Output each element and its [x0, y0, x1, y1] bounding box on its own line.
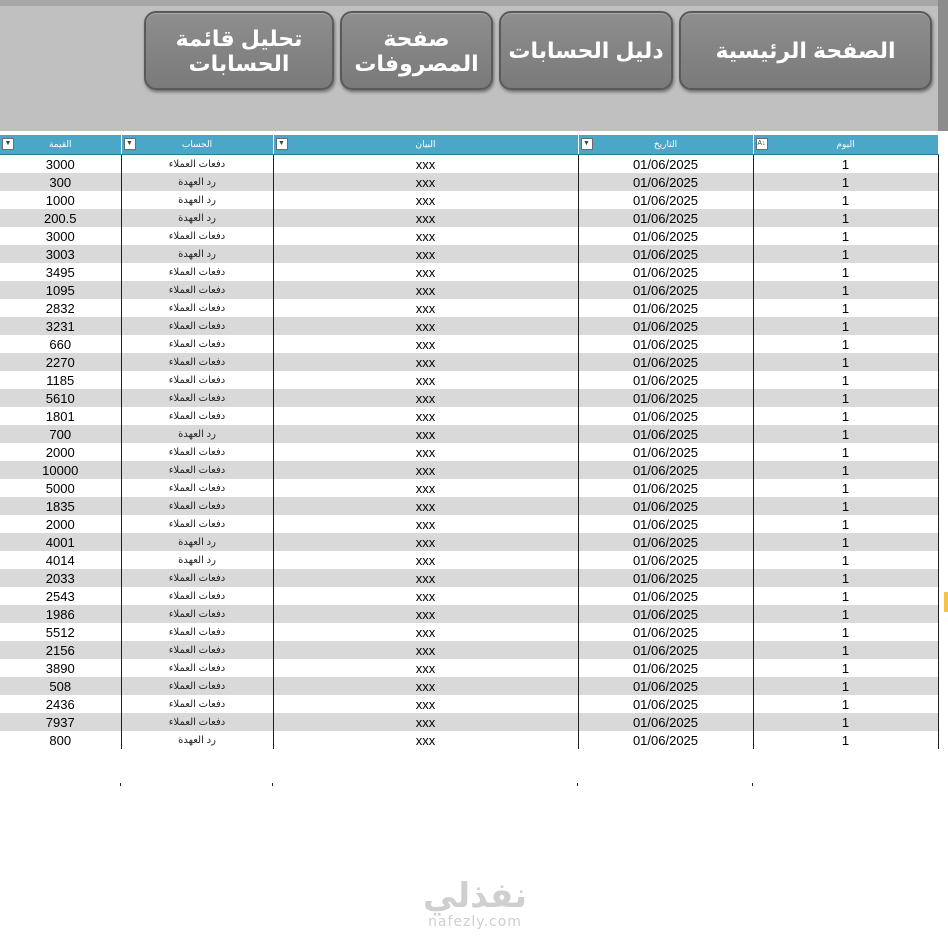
filter-dropdown-icon[interactable]: ▼ — [124, 138, 136, 150]
cell-statement[interactable]: xxx — [273, 389, 578, 407]
home-button-label: الصفحة الرئيسية — [715, 38, 896, 63]
table-header-row — [0, 135, 938, 155]
cell-value[interactable]: 4001 — [0, 533, 121, 551]
cell-statement[interactable]: xxx — [273, 713, 578, 731]
cell-statement[interactable]: xxx — [273, 317, 578, 335]
cell-value[interactable]: 1986 — [0, 605, 121, 623]
cell-day[interactable]: 1 — [753, 443, 938, 461]
table-overflow-edge — [0, 783, 938, 786]
cell-account[interactable]: دفعات العملاء — [121, 281, 273, 299]
header-account-label: الحساب — [181, 139, 213, 149]
cell-date[interactable]: 01/06/2025 — [578, 713, 753, 731]
cell-day[interactable]: 1 — [753, 641, 938, 659]
cell-date[interactable]: 01/06/2025 — [578, 551, 753, 569]
cell-value[interactable]: 2543 — [0, 587, 121, 605]
cell-statement[interactable]: xxx — [273, 731, 578, 749]
cell-statement[interactable]: xxx — [273, 209, 578, 227]
cell-statement[interactable]: xxx — [273, 443, 578, 461]
cell-date[interactable]: 01/06/2025 — [578, 641, 753, 659]
cell-statement[interactable]: xxx — [273, 335, 578, 353]
cell-value[interactable]: 4014 — [0, 551, 121, 569]
table-row[interactable] — [0, 533, 938, 551]
header-value — [0, 135, 121, 155]
cell-day[interactable]: 1 — [753, 551, 938, 569]
cell-date[interactable]: 01/06/2025 — [578, 695, 753, 713]
cell-date[interactable]: 01/06/2025 — [578, 155, 753, 174]
header-date — [578, 135, 753, 155]
table-row[interactable] — [0, 443, 938, 461]
cell-value[interactable]: 3495 — [0, 263, 121, 281]
cell-statement[interactable]: xxx — [273, 263, 578, 281]
cell-date[interactable]: 01/06/2025 — [578, 281, 753, 299]
cell-value[interactable]: 660 — [0, 335, 121, 353]
cell-day[interactable]: 1 — [753, 209, 938, 227]
table-row[interactable] — [0, 209, 938, 227]
cell-date[interactable]: 01/06/2025 — [578, 173, 753, 191]
cell-value[interactable]: 2156 — [0, 641, 121, 659]
table-row[interactable] — [0, 713, 938, 731]
cell-day[interactable]: 1 — [753, 497, 938, 515]
header-date-label: التاريخ — [653, 139, 678, 149]
cell-date[interactable]: 01/06/2025 — [578, 623, 753, 641]
cell-date[interactable]: 01/06/2025 — [578, 659, 753, 677]
table-row[interactable] — [0, 677, 938, 695]
cell-account[interactable]: دفعات العملاء — [121, 371, 273, 389]
accounts-guide-button-label: دليل الحسابات — [508, 38, 664, 63]
cell-day[interactable]: 1 — [753, 155, 938, 174]
cell-account[interactable]: رد العهدة — [121, 191, 273, 209]
watermark-latin: nafezly.com — [428, 914, 522, 930]
cell-value[interactable]: 2033 — [0, 569, 121, 587]
cell-day[interactable]: 1 — [753, 623, 938, 641]
cell-account[interactable]: دفعات العملاء — [121, 443, 273, 461]
transactions-table — [0, 135, 939, 749]
cell-day[interactable]: 1 — [753, 461, 938, 479]
cell-account[interactable]: رد العهدة — [121, 173, 273, 191]
cell-statement[interactable]: xxx — [273, 641, 578, 659]
cell-value[interactable]: 1835 — [0, 497, 121, 515]
cell-day[interactable]: 1 — [753, 335, 938, 353]
cell-statement[interactable]: xxx — [273, 407, 578, 425]
table-row[interactable] — [0, 623, 938, 641]
cell-date[interactable]: 01/06/2025 — [578, 389, 753, 407]
table-row[interactable] — [0, 335, 938, 353]
table-row[interactable] — [0, 371, 938, 389]
table-row[interactable] — [0, 461, 938, 479]
cell-account[interactable]: دفعات العملاء — [121, 695, 273, 713]
cell-account[interactable]: دفعات العملاء — [121, 353, 273, 371]
accounts-analysis-button[interactable] — [144, 11, 334, 90]
cell-value[interactable]: 700 — [0, 425, 121, 443]
cell-date[interactable]: 01/06/2025 — [578, 497, 753, 515]
cell-date[interactable]: 01/06/2025 — [578, 461, 753, 479]
table-row[interactable] — [0, 407, 938, 425]
cell-account[interactable]: دفعات العملاء — [121, 587, 273, 605]
cell-statement[interactable]: xxx — [273, 173, 578, 191]
cell-date[interactable]: 01/06/2025 — [578, 443, 753, 461]
table-row[interactable] — [0, 227, 938, 245]
cell-day[interactable]: 1 — [753, 677, 938, 695]
cell-account[interactable]: رد العهدة — [121, 425, 273, 443]
table-row[interactable] — [0, 281, 938, 299]
cell-day[interactable]: 1 — [753, 407, 938, 425]
cell-statement[interactable]: xxx — [273, 461, 578, 479]
cell-value[interactable]: 300 — [0, 173, 121, 191]
cell-account[interactable]: دفعات العملاء — [121, 389, 273, 407]
cell-statement[interactable]: xxx — [273, 191, 578, 209]
cell-value[interactable]: 3003 — [0, 245, 121, 263]
table-row[interactable] — [0, 191, 938, 209]
table-row[interactable] — [0, 317, 938, 335]
cell-value[interactable]: 3000 — [0, 155, 121, 174]
cell-day[interactable]: 1 — [753, 569, 938, 587]
cell-account[interactable]: دفعات العملاء — [121, 227, 273, 245]
cell-day[interactable]: 1 — [753, 245, 938, 263]
cell-day[interactable]: 1 — [753, 389, 938, 407]
table-row[interactable] — [0, 299, 938, 317]
table-row[interactable] — [0, 497, 938, 515]
table-row[interactable] — [0, 731, 938, 749]
cell-value[interactable]: 1095 — [0, 281, 121, 299]
cell-day[interactable]: 1 — [753, 371, 938, 389]
cell-account[interactable]: دفعات العملاء — [121, 407, 273, 425]
table-row[interactable] — [0, 515, 938, 533]
cell-day[interactable]: 1 — [753, 227, 938, 245]
sheet-edge — [938, 0, 948, 131]
table-row[interactable] — [0, 425, 938, 443]
cell-statement[interactable]: xxx — [273, 605, 578, 623]
cell-day[interactable]: 1 — [753, 533, 938, 551]
cell-value[interactable]: 2832 — [0, 299, 121, 317]
cell-value[interactable]: 2000 — [0, 443, 121, 461]
cell-date[interactable]: 01/06/2025 — [578, 731, 753, 749]
header-statement — [273, 135, 578, 155]
cell-value[interactable]: 7937 — [0, 713, 121, 731]
cell-date[interactable]: 01/06/2025 — [578, 425, 753, 443]
cell-day[interactable]: 1 — [753, 731, 938, 749]
accounts-guide-button[interactable] — [499, 11, 673, 90]
cell-account[interactable]: دفعات العملاء — [121, 515, 273, 533]
cell-day[interactable]: 1 — [753, 263, 938, 281]
table-row[interactable] — [0, 263, 938, 281]
table-row[interactable] — [0, 551, 938, 569]
cell-statement[interactable]: xxx — [273, 497, 578, 515]
cell-account[interactable]: دفعات العملاء — [121, 659, 273, 677]
cell-account[interactable]: دفعات العملاء — [121, 677, 273, 695]
table-row[interactable] — [0, 587, 938, 605]
cell-day[interactable]: 1 — [753, 713, 938, 731]
cell-account[interactable]: دفعات العملاء — [121, 605, 273, 623]
cell-statement[interactable]: xxx — [273, 659, 578, 677]
cell-value[interactable]: 2436 — [0, 695, 121, 713]
table-row[interactable] — [0, 353, 938, 371]
cell-value[interactable]: 1801 — [0, 407, 121, 425]
cell-account[interactable]: دفعات العملاء — [121, 317, 273, 335]
cell-date[interactable]: 01/06/2025 — [578, 227, 753, 245]
cell-account[interactable]: دفعات العملاء — [121, 623, 273, 641]
cell-statement[interactable]: xxx — [273, 533, 578, 551]
cell-day[interactable]: 1 — [753, 317, 938, 335]
header-statement-label: البيان — [415, 139, 436, 149]
filter-dropdown-icon[interactable]: ▼ — [581, 138, 593, 150]
cell-value[interactable]: 800 — [0, 731, 121, 749]
header-day-label: اليوم — [836, 139, 855, 149]
cell-day[interactable]: 1 — [753, 281, 938, 299]
cell-account[interactable]: دفعات العملاء — [121, 569, 273, 587]
filter-dropdown-icon[interactable]: ▼ — [2, 138, 14, 150]
cell-date[interactable]: 01/06/2025 — [578, 191, 753, 209]
cell-account[interactable]: دفعات العملاء — [121, 155, 273, 174]
cell-account[interactable]: رد العهدة — [121, 245, 273, 263]
cell-day[interactable]: 1 — [753, 173, 938, 191]
cell-day[interactable]: 1 — [753, 515, 938, 533]
cell-date[interactable]: 01/06/2025 — [578, 317, 753, 335]
cell-value[interactable]: 10000 — [0, 461, 121, 479]
cell-account[interactable]: دفعات العملاء — [121, 713, 273, 731]
cell-statement[interactable]: xxx — [273, 695, 578, 713]
cell-value[interactable]: 3231 — [0, 317, 121, 335]
expenses-page-button[interactable] — [340, 11, 493, 90]
cell-account[interactable]: دفعات العملاء — [121, 461, 273, 479]
cell-date[interactable]: 01/06/2025 — [578, 335, 753, 353]
cell-statement[interactable]: xxx — [273, 155, 578, 174]
cell-statement[interactable]: xxx — [273, 425, 578, 443]
cell-value[interactable]: 5512 — [0, 623, 121, 641]
cell-value[interactable]: 200.5 — [0, 209, 121, 227]
filter-dropdown-icon[interactable]: ▼ — [276, 138, 288, 150]
cell-date[interactable]: 01/06/2025 — [578, 263, 753, 281]
cell-day[interactable]: 1 — [753, 659, 938, 677]
cell-statement[interactable]: xxx — [273, 569, 578, 587]
cell-account[interactable]: دفعات العملاء — [121, 497, 273, 515]
cell-date[interactable]: 01/06/2025 — [578, 353, 753, 371]
cell-value[interactable]: 5000 — [0, 479, 121, 497]
cell-account[interactable]: رد العهدة — [121, 551, 273, 569]
table-row[interactable] — [0, 569, 938, 587]
cell-account[interactable]: دفعات العملاء — [121, 479, 273, 497]
header-value-label: القيمة — [48, 139, 72, 149]
cell-date[interactable]: 01/06/2025 — [578, 407, 753, 425]
cell-date[interactable]: 01/06/2025 — [578, 515, 753, 533]
cell-selection-marker — [944, 592, 948, 612]
table-row[interactable] — [0, 173, 938, 191]
table-row[interactable] — [0, 389, 938, 407]
home-button[interactable] — [679, 11, 932, 90]
cell-account[interactable]: رد العهدة — [121, 209, 273, 227]
cell-value[interactable]: 508 — [0, 677, 121, 695]
accounts-analysis-button-label: تحليل قائمة الحسابات — [175, 25, 303, 76]
cell-value[interactable]: 2270 — [0, 353, 121, 371]
cell-date[interactable]: 01/06/2025 — [578, 209, 753, 227]
table-row[interactable] — [0, 659, 938, 677]
cell-value[interactable]: 1185 — [0, 371, 121, 389]
expenses-page-button-label: صفحة المصروفات — [354, 25, 479, 76]
cell-statement[interactable]: xxx — [273, 551, 578, 569]
table-row[interactable] — [0, 155, 938, 174]
cell-day[interactable]: 1 — [753, 353, 938, 371]
cell-value[interactable]: 2000 — [0, 515, 121, 533]
cell-day[interactable]: 1 — [753, 587, 938, 605]
cell-day[interactable]: 1 — [753, 425, 938, 443]
cell-date[interactable]: 01/06/2025 — [578, 569, 753, 587]
header-day — [753, 135, 938, 155]
cell-account[interactable]: دفعات العملاء — [121, 299, 273, 317]
cell-statement[interactable]: xxx — [273, 677, 578, 695]
cell-day[interactable]: 1 — [753, 479, 938, 497]
cell-date[interactable]: 01/06/2025 — [578, 371, 753, 389]
cell-value[interactable]: 1000 — [0, 191, 121, 209]
cell-account[interactable]: رد العهدة — [121, 533, 273, 551]
cell-date[interactable]: 01/06/2025 — [578, 245, 753, 263]
sort-ascending-icon[interactable]: A↓ — [756, 138, 768, 150]
cell-statement[interactable]: xxx — [273, 299, 578, 317]
cell-statement[interactable]: xxx — [273, 371, 578, 389]
cell-date[interactable]: 01/06/2025 — [578, 677, 753, 695]
cell-statement[interactable]: xxx — [273, 515, 578, 533]
table-row[interactable] — [0, 245, 938, 263]
cell-day[interactable]: 1 — [753, 695, 938, 713]
cell-statement[interactable]: xxx — [273, 587, 578, 605]
cell-statement[interactable]: xxx — [273, 623, 578, 641]
cell-statement[interactable]: xxx — [273, 479, 578, 497]
cell-value[interactable]: 5610 — [0, 389, 121, 407]
cell-date[interactable]: 01/06/2025 — [578, 605, 753, 623]
cell-account[interactable]: دفعات العملاء — [121, 263, 273, 281]
table-row[interactable] — [0, 695, 938, 713]
cell-day[interactable]: 1 — [753, 605, 938, 623]
cell-statement[interactable]: xxx — [273, 353, 578, 371]
table-row[interactable] — [0, 641, 938, 659]
cell-date[interactable]: 01/06/2025 — [578, 479, 753, 497]
cell-account[interactable]: رد العهدة — [121, 731, 273, 749]
header-account — [121, 135, 273, 155]
cell-day[interactable]: 1 — [753, 191, 938, 209]
watermark-arabic: نفذلي — [422, 876, 528, 916]
cell-value[interactable]: 3000 — [0, 227, 121, 245]
cell-statement[interactable]: xxx — [273, 245, 578, 263]
table-row[interactable] — [0, 605, 938, 623]
cell-statement[interactable]: xxx — [273, 227, 578, 245]
cell-day[interactable]: 1 — [753, 299, 938, 317]
cell-date[interactable]: 01/06/2025 — [578, 533, 753, 551]
cell-account[interactable]: دفعات العملاء — [121, 335, 273, 353]
cell-account[interactable]: دفعات العملاء — [121, 641, 273, 659]
watermark — [410, 878, 540, 930]
cell-date[interactable]: 01/06/2025 — [578, 587, 753, 605]
cell-value[interactable]: 3890 — [0, 659, 121, 677]
cell-statement[interactable]: xxx — [273, 281, 578, 299]
cell-date[interactable]: 01/06/2025 — [578, 299, 753, 317]
table-row[interactable] — [0, 479, 938, 497]
